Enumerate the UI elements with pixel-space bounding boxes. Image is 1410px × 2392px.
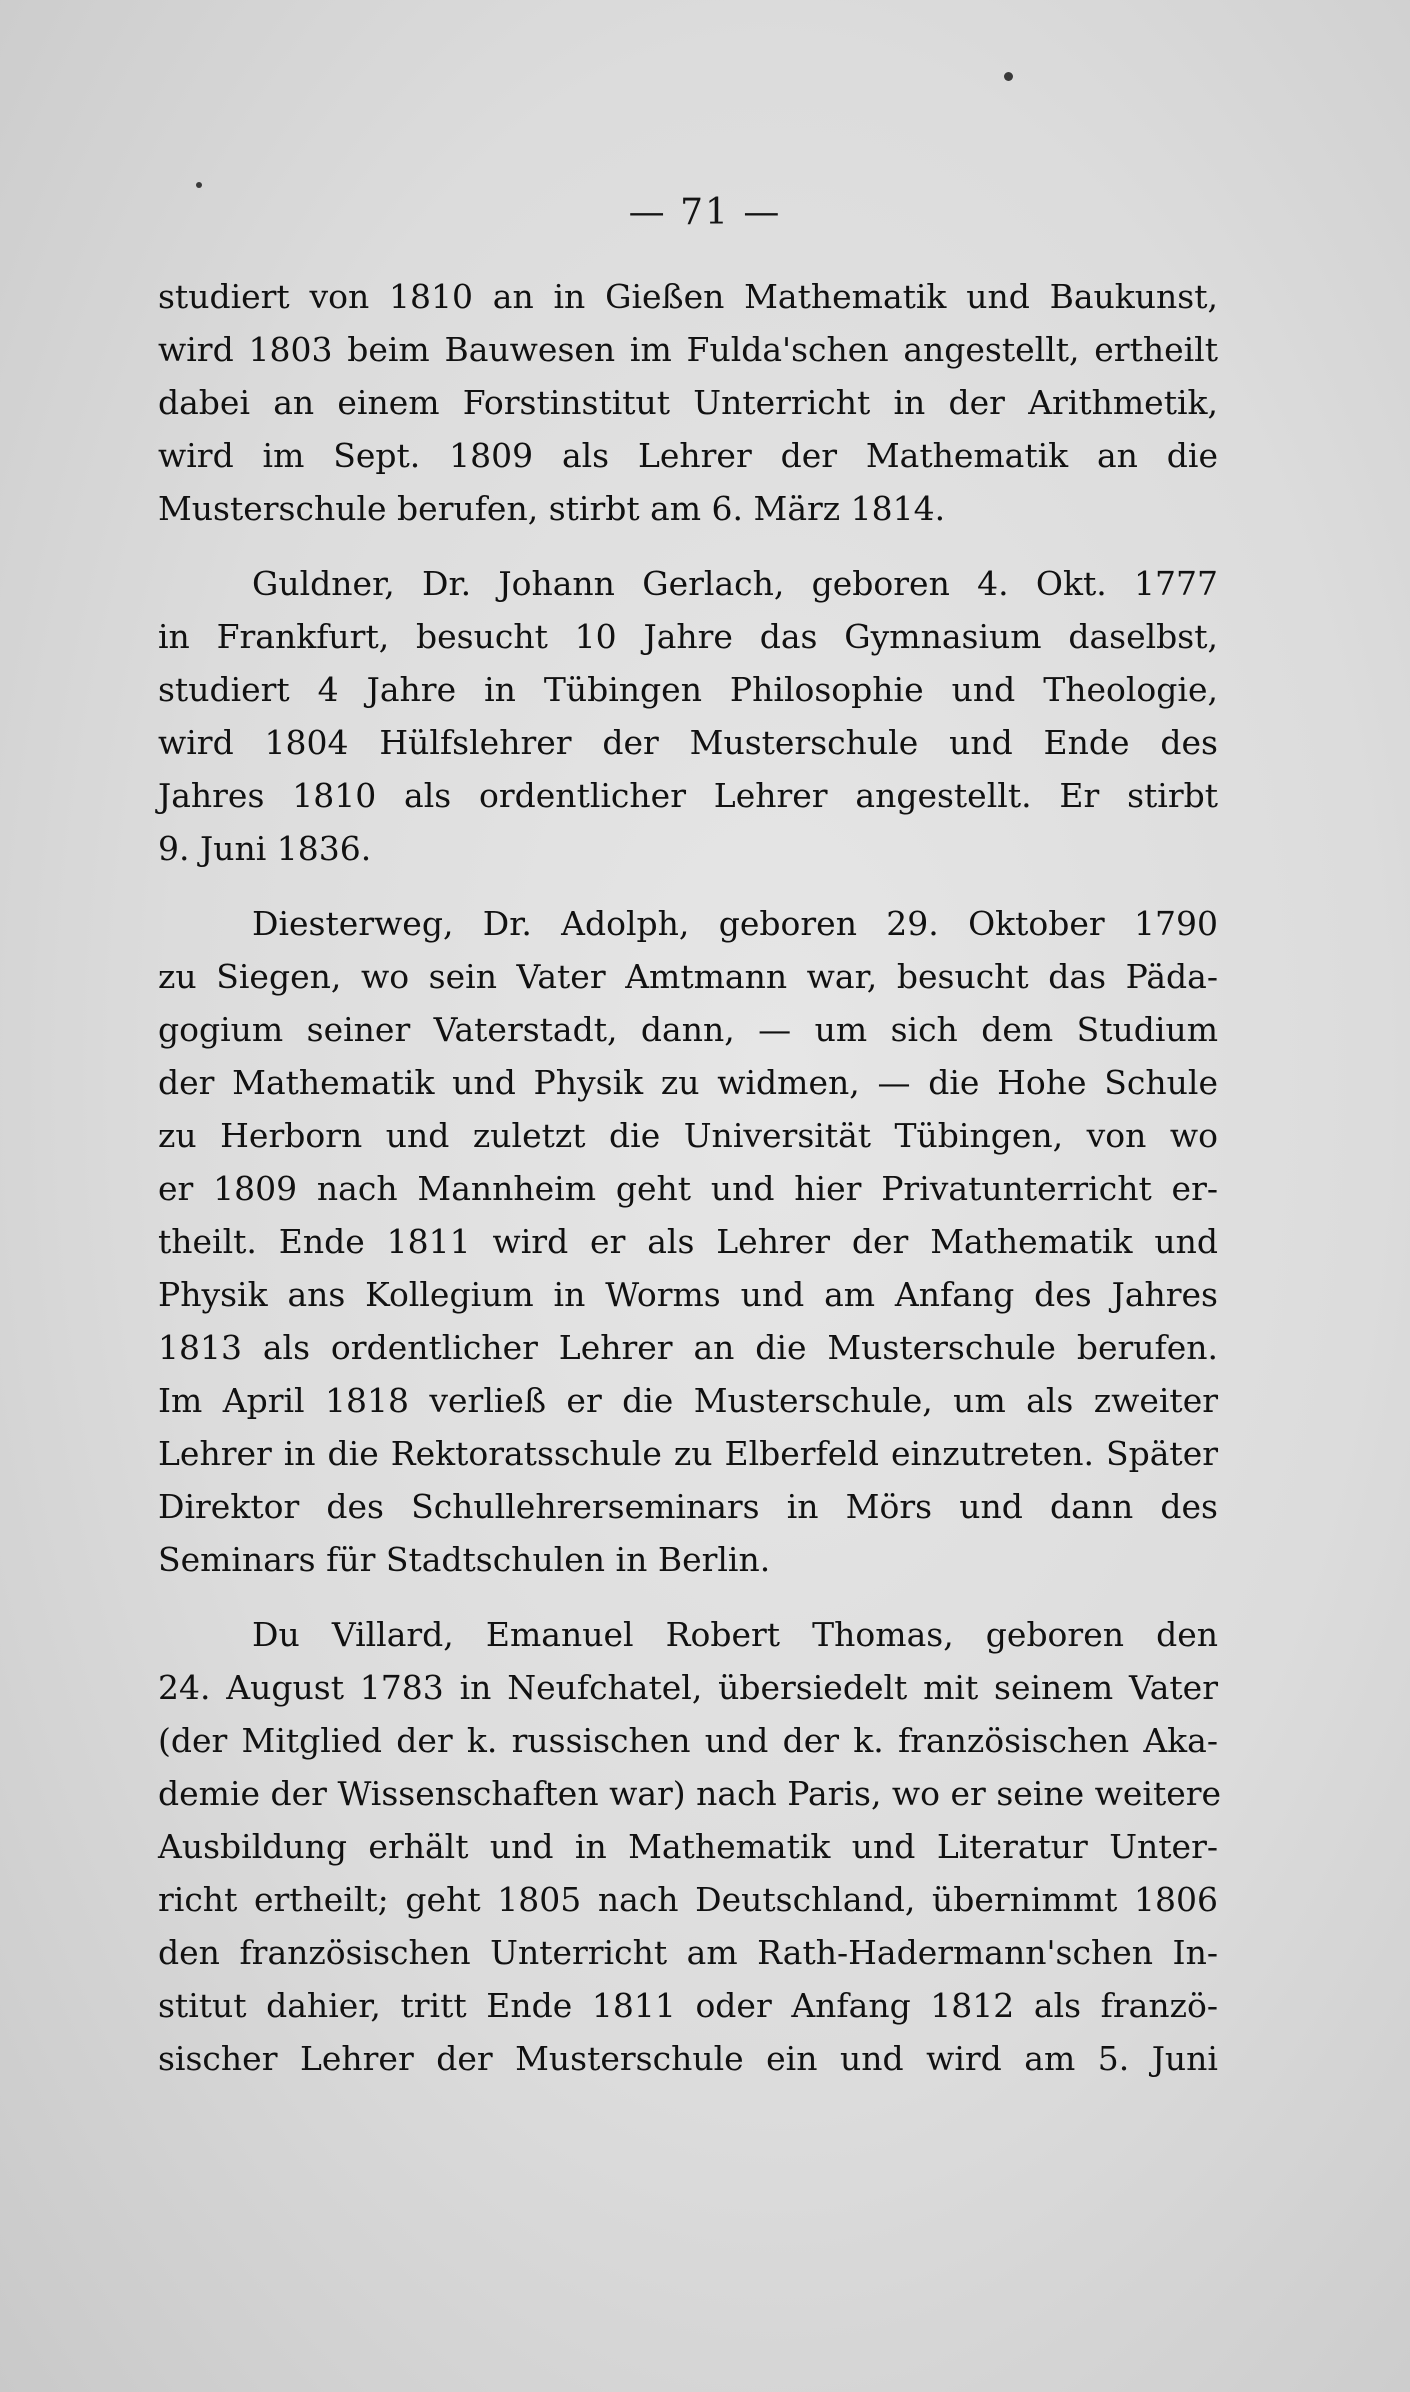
page-number-header: — 71 — [628, 192, 782, 233]
ink-speck [196, 182, 202, 188]
text-line: studiert 4 Jahre in Tübingen Philosophie und Theologie, [158, 670, 1218, 709]
text-line: 1813 als ordentlicher Lehrer an die Musterschule berufen. [158, 1328, 1218, 1367]
text-line: Diesterweg, Dr. Adolph, geboren 29. Oktober 1790 [252, 904, 1218, 943]
ink-speck [1004, 72, 1013, 81]
text-line: wird im Sept. 1809 als Lehrer der Mathematik an die [158, 436, 1218, 475]
text-line: zu Herborn und zuletzt die Universität Tübingen, von wo [158, 1116, 1218, 1155]
text-line: (der Mitglied der k. russischen und der k. französischen Aka- [158, 1721, 1218, 1760]
text-line: Lehrer in die Rektoratsschule zu Elberfeld einzutreten. Später [158, 1434, 1218, 1473]
text-line: Du Villard, Emanuel Robert Thomas, geboren den [252, 1615, 1218, 1654]
text-line: stitut dahier, tritt Ende 1811 oder Anfang 1812 als franzö- [158, 1986, 1218, 2025]
paragraph [158, 557, 1218, 875]
text-line: Seminars für Stadtschulen in Berlin. [158, 1540, 771, 1579]
text-line: wird 1804 Hülfslehrer der Musterschule und Ende des [158, 723, 1218, 762]
text-line: 24. August 1783 in Neufchatel, übersiedelt mit seinem Vater [158, 1668, 1218, 1707]
text-line: Musterschule berufen, stirbt am 6. März 1814. [158, 489, 946, 528]
text-line: gogium seiner Vaterstadt, dann, — um sich dem Studium [158, 1010, 1218, 1049]
text-line: der Mathematik und Physik zu widmen, — die Hohe Schule [158, 1063, 1218, 1102]
text-line: Ausbildung erhält und in Mathematik und Literatur Unter- [158, 1827, 1218, 1866]
text-line: den französischen Unterricht am Rath-Hadermann'schen In- [158, 1933, 1218, 1972]
text-line: 9. Juni 1836. [158, 829, 372, 868]
text-line: zu Siegen, wo sein Vater Amtmann war, besucht das Päda- [158, 957, 1218, 996]
text-line: Guldner, Dr. Johann Gerlach, geboren 4. Okt. 1777 [252, 564, 1218, 603]
text-line: theilt. Ende 1811 wird er als Lehrer der Mathematik und [158, 1222, 1218, 1261]
text-line: Jahres 1810 als ordentlicher Lehrer angestellt. Er stirbt [158, 776, 1218, 815]
body-text [158, 270, 1222, 2085]
paragraph [158, 897, 1218, 1586]
text-line: Im April 1818 verließ er die Musterschule, um als zweiter [158, 1381, 1218, 1420]
paragraph [158, 1608, 1222, 2085]
text-line: demie der Wissenschaften war) nach Paris, wo er seine weitere [158, 1774, 1222, 1813]
text-line: dabei an einem Forstinstitut Unterricht in der Arithmetik, [158, 383, 1218, 422]
text-line: richt ertheilt; geht 1805 nach Deutschland, übernimmt 1806 [158, 1880, 1218, 1919]
text-line: sischer Lehrer der Musterschule ein und wird am 5. Juni [158, 2039, 1218, 2078]
text-line: studiert von 1810 an in Gießen Mathematik und Baukunst, [158, 277, 1218, 316]
text-line: Physik ans Kollegium in Worms und am Anfang des Jahres [158, 1275, 1218, 1314]
text-line: Direktor des Schullehrerseminars in Mörs und dann des [158, 1487, 1218, 1526]
text-line: wird 1803 beim Bauwesen im Fulda'schen angestellt, ertheilt [158, 330, 1218, 369]
text-line: in Frankfurt, besucht 10 Jahre das Gymnasium daselbst, [158, 617, 1218, 656]
paragraph [158, 270, 1218, 535]
text-line: er 1809 nach Mannheim geht und hier Privatunterricht er- [158, 1169, 1218, 1208]
